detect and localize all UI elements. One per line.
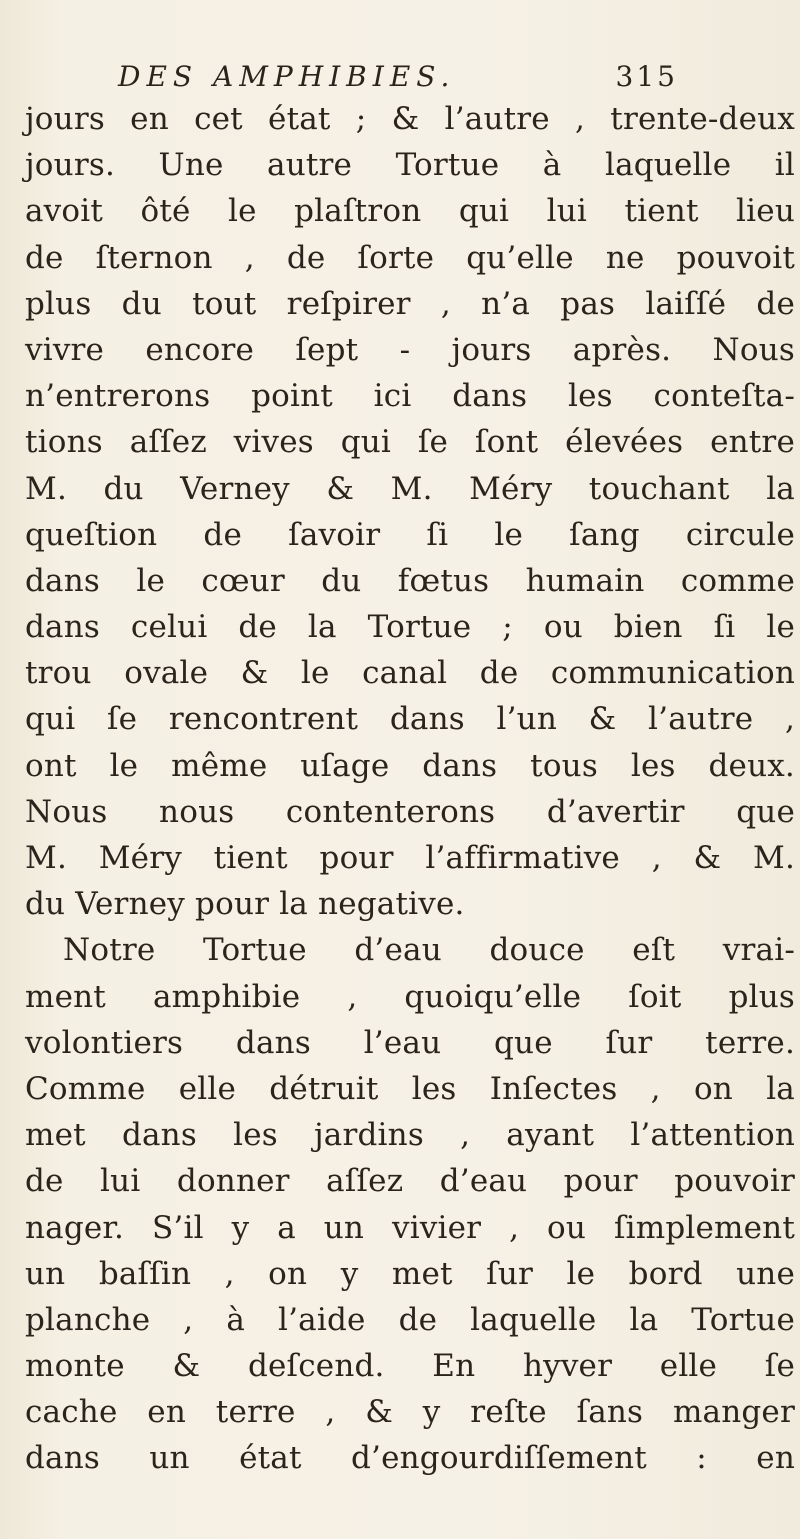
text-line: M. du Verney & M. Méry touchant la [25,470,795,507]
text-line: M. Méry tient pour l’affirmative , & M. [25,840,795,876]
text-line: un baſſin , on y met ſur le bord une [25,1255,795,1292]
body-text [25,96,795,1482]
text-line: queſtion de ſavoir ſi le ſang circule [25,516,795,553]
page-number: 315 [615,60,678,93]
text-line: planche , à l’aide de laquelle la Tortue [25,1301,795,1338]
text-line: du Verney pour la negative. [25,886,465,923]
text-line: nager. S’il y a un vivier , ou ſimplement [25,1209,795,1246]
text-line: n’entrerons point ici dans les conteſta- [25,378,795,415]
text-line: qui ſe rencontrent dans l’un & l’autre , [25,701,795,738]
running-title: DES AMPHIBIES. [118,60,456,93]
text-line: avoit ôté le plaſtron qui lui tient lieu [25,193,795,230]
text-line: vivre encore ſept - jours après. Nous [25,331,795,368]
text-line: ment amphibie , quoiqu’elle ſoit plus [25,978,795,1015]
text-line: monte & deſcend. En hyver elle ſe [25,1348,795,1385]
text-line: de lui donner aſſez d’eau pour pouvoir [25,1163,795,1200]
text-line: jours. Une autre Tortue à laquelle il [25,147,795,184]
text-line: trou ovale & le canal de communication [25,655,795,692]
text-line: dans le cœur du fœtus humain comme [25,562,795,599]
text-line: ont le même uſage dans tous les deux. [25,747,795,784]
text-line: volontiers dans l’eau que ſur terre. [25,1024,795,1061]
text-line: dans un état d’engourdiſſement : en [25,1440,795,1477]
running-header [118,60,678,100]
text-line: plus du tout reſpirer , n’a pas laiſſé de [25,285,795,322]
text-line: Nous nous contenterons d’avertir que [25,793,795,830]
text-line: dans celui de la Tortue ; ou bien ſi le [25,609,795,646]
text-line: met dans les jardins , ayant l’attention [25,1117,795,1154]
text-line: de ſternon , de ſorte qu’elle ne pouvoit [25,239,795,276]
text-line: jours en cet état ; & l’autre , trente-deux [25,101,795,137]
text-line: cache en terre , & y reſte ſans manger [25,1394,795,1431]
text-line: Notre Tortue d’eau douce eſt vrai- [63,932,795,969]
text-line: Comme elle détruit les Inſectes , on la [25,1070,795,1107]
text-line: tions aſſez vives qui ſe ſont élevées entre [25,424,795,461]
